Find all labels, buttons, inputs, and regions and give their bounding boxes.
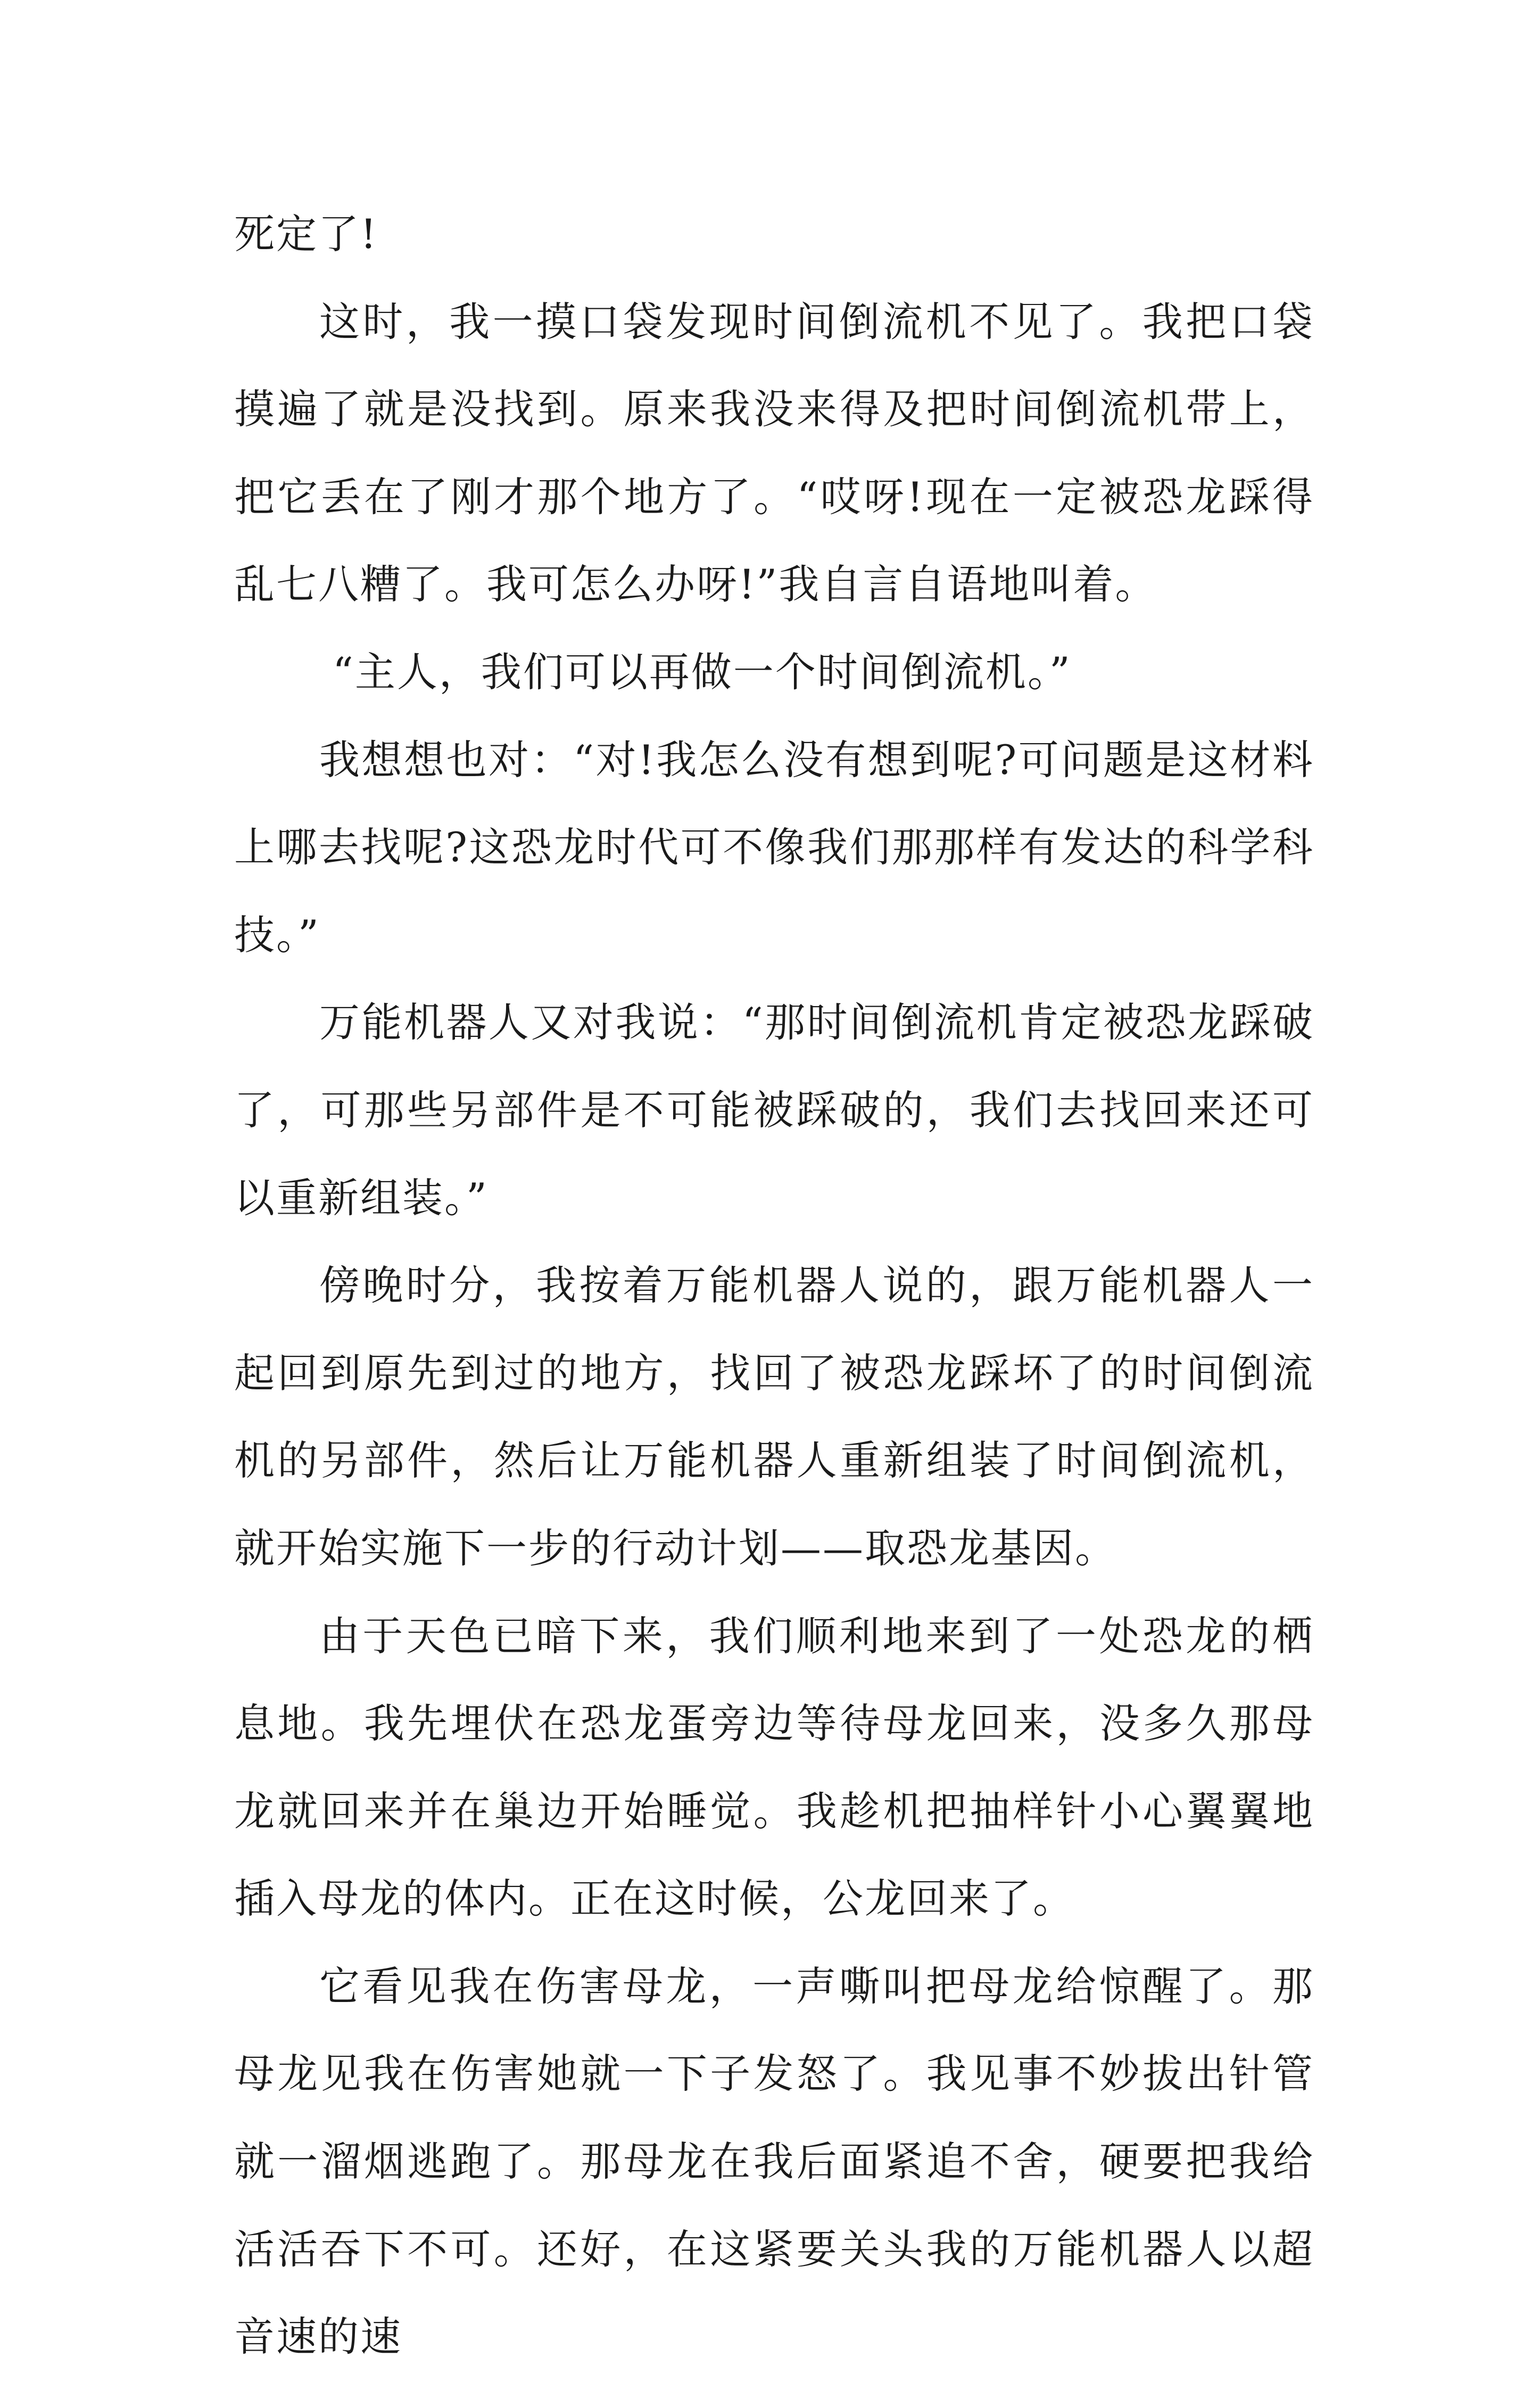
paragraph-5: 万能机器人又对我说：“那时间倒流机肯定被恐龙踩破了，可那些另部件是不可能被踩破的，我们去找回来还可以重新组装。” [234,999,1314,1222]
paragraph-8: 它看见我在伤害母龙，一声嘶叫把母龙给惊醒了。那母龙见我在伤害她就一下子发怒了。我见事不妙拔出针管就一溜烟逃跑了。那母龙在我后面紧追不舍，硬要把我给活活吞下不可。还好，在这紧要关头我的万能机器人以超音速的速 [234,1962,1314,2361]
paragraph-3: “主人，我们可以再做一个时间倒流机。” [333,648,1072,696]
paragraph-1: 死定了! [234,210,378,258]
document-body [234,191,1314,2381]
paragraph-2: 这时，我一摸口袋发现时间倒流机不见了。我把口袋摸遍了就是没找到。原来我没来得及把时间倒流机带上，把它丢在了刚才那个地方了。“哎呀!现在一定被恐龙踩得乱七八糟了。我可怎么办呀!”我自言自语地叫着。 [234,298,1314,608]
paragraph-4: 我想想也对：“对!我怎么没有想到呢?可问题是这材料上哪去找呢?这恐龙时代可不像我们那那样有发达的科学科技。” [234,736,1314,959]
paragraph-7: 由于天色已暗下来，我们顺利地来到了一处恐龙的栖息地。我先埋伏在恐龙蛋旁边等待母龙回来，没多久那母龙就回来并在巢边开始睡觉。我趁机把抽样针小心翼翼地插入母龙的体内。正在这时候，公龙回来了。 [234,1612,1314,1923]
paragraph-6: 傍晚时分，我按着万能机器人说的，跟万能机器人一起回到原先到过的地方，找回了被恐龙踩坏了的时间倒流机的另部件，然后让万能机器人重新组装了时间倒流机，就开始实施下一步的行动计划——取恐龙基因。 [234,1262,1314,1572]
